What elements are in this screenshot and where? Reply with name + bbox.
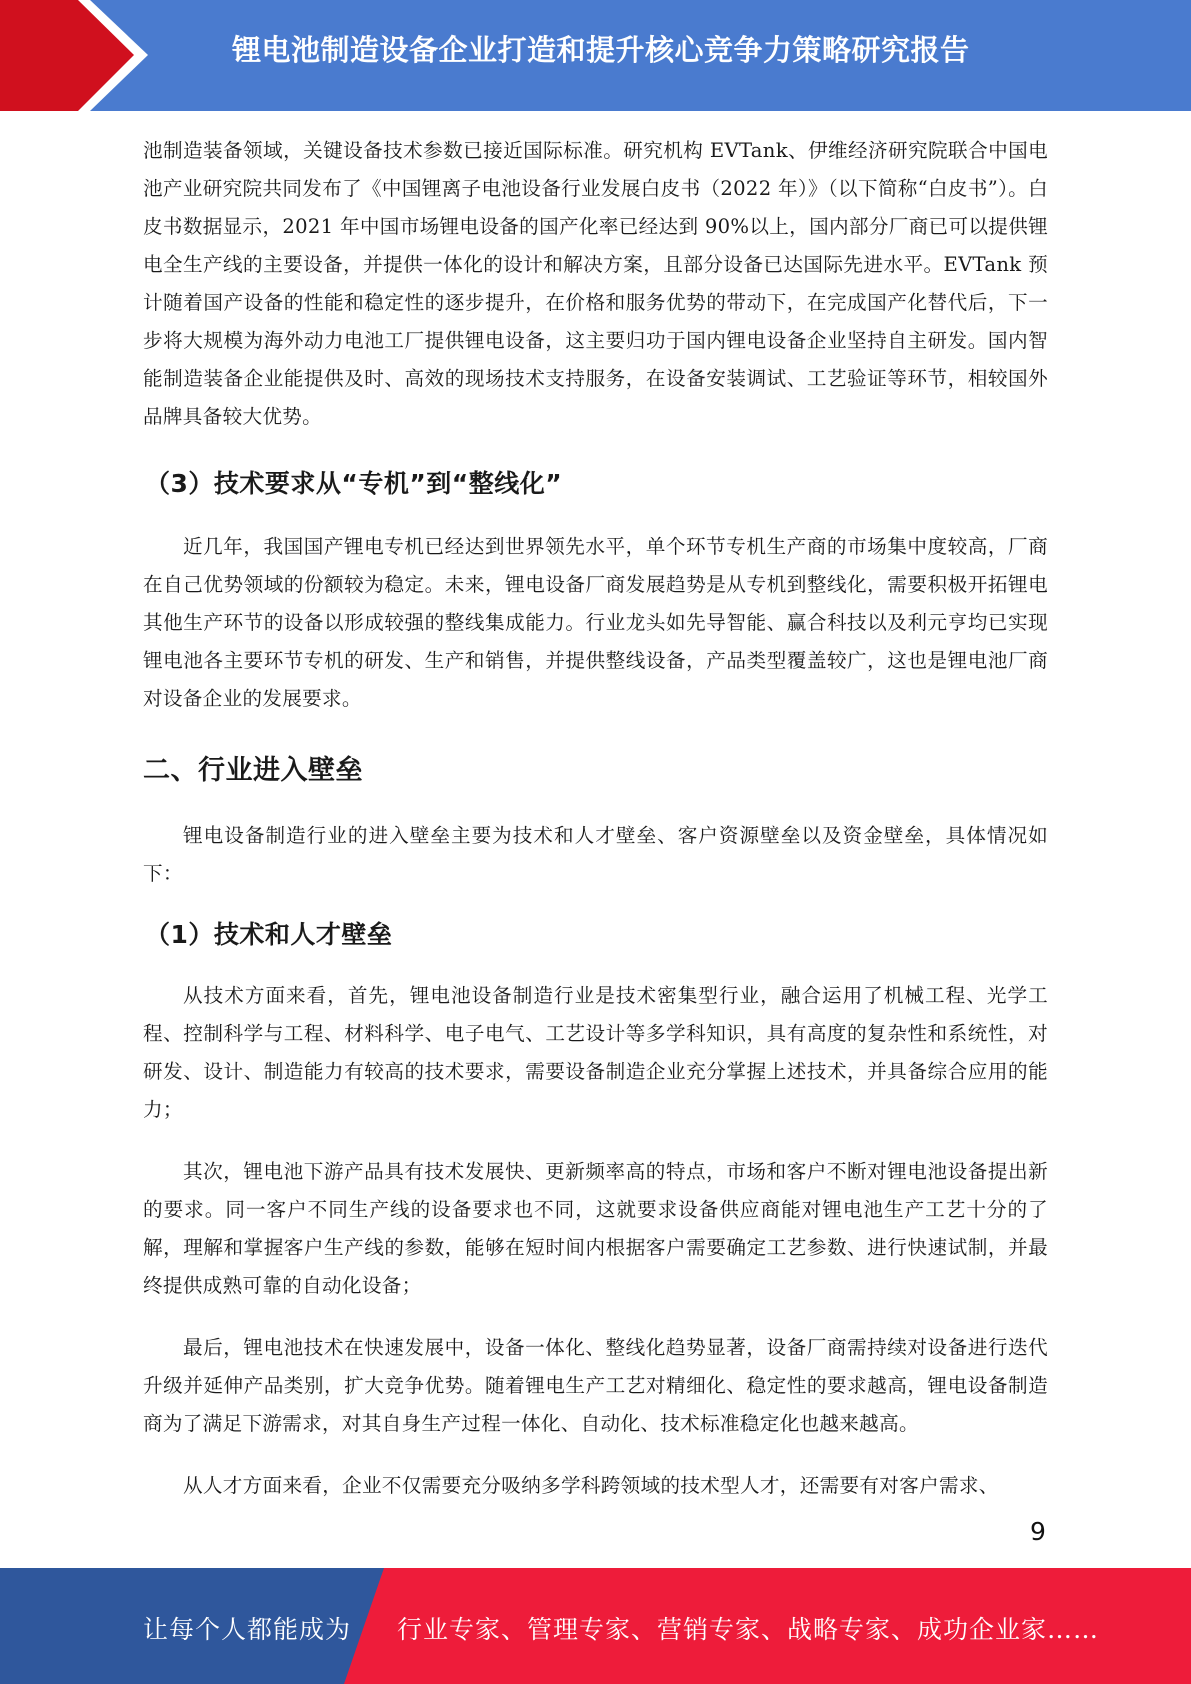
header-chevron-logo <box>0 0 160 111</box>
footer-slogan-right: 行业专家、管理专家、营销专家、战略专家、成功企业家…… <box>397 1615 1100 1644</box>
footer-banner <box>0 1568 1191 1684</box>
paragraph: 锂电设备制造行业的进入壁垒主要为技术和人才壁垒、客户资源壁垒以及资金壁垒，具体情况如下： <box>143 824 1048 885</box>
section-heading-3: （3）技术要求从“专机”到“整线化” <box>145 469 563 498</box>
document-body <box>143 132 1048 1505</box>
paragraph: 其次，锂电池下游产品具有技术发展快、更新频率高的特点，市场和客户不断对锂电池设备提出新的要求。同一客户不同生产线的设备要求也不同，这就要求设备供应商能对锂电池生产工艺十分的了解，理解和掌握客户生产线的参数，能够在短时间内根据客户需要确定工艺参数、进行快速试制，并最终提供成熟可靠的自动化设备； <box>143 1160 1048 1297</box>
report-title: 锂电池制造设备企业打造和提升核心竞争力策略研究报告 <box>232 33 970 67</box>
paragraph: 近几年，我国国产锂电专机已经达到世界领先水平，单个环节专机生产商的市场集中度较高，厂商在自己优势领域的份额较为稳定。未来，锂电设备厂商发展趋势是从专机到整线化，需要积极开拓锂电其他生产环节的设备以形成较强的整线集成能力。行业龙头如先导智能、赢合科技以及利元亨均已实现锂电池各主要环节专机的研发、生产和销售，并提供整线设备，产品类型覆盖较广，这也是锂电池厂商对设备企业的发展要求。 <box>143 535 1048 710</box>
page-number: 9 <box>1030 1517 1046 1546</box>
footer-slogan-left: 让每个人都能成为 <box>143 1615 352 1644</box>
paragraph: 从人才方面来看，企业不仅需要充分吸纳多学科跨领域的技术型人才，还需要有对客户需求、 <box>183 1474 999 1497</box>
section-heading-1: （1）技术和人才壁垒 <box>145 920 393 949</box>
paragraph: 最后，锂电池技术在快速发展中，设备一体化、整线化趋势显著，设备厂商需持续对设备进行迭代升级并延伸产品类别，扩大竞争优势。随着锂电生产工艺对精细化、稳定性的要求越高，锂电设备制造商为了满足下游需求，对其自身生产过程一体化、自动化、技术标准稳定化也越来越高。 <box>143 1336 1048 1435</box>
paragraph: 池制造装备领域，关键设备技术参数已接近国际标准。研究机构 EVTank、伊维经济研究院联合中国电池产业研究院共同发布了《中国锂离子电池设备行业发展白皮书（2022 年）》（以下简称“白皮书”）。白皮书数据显示，2021 年中国市场锂电设备的国产化率已经达到 90%以上，国内部分厂商已可以提供锂电全生产线的主要设备，并提供一体化的设计和解决方案，且部分设备已达国际先进水平。EVTank 预计随着国产设备的性能和稳定性的逐步提升，在价格和服务优势的带动下，在完成国产化替代后，下一步将大规模为海外动力电池工厂提供锂电设备，这主要归功于国内锂电设备企业坚持自主研发。国内智能制造装备企业能提供及时、高效的现场技术支持服务，在设备安装调试、工艺验证等环节，相较国外品牌具备较大优势。 <box>143 139 1048 428</box>
header-banner <box>0 0 1191 111</box>
chapter-heading: 二、行业进入壁垒 <box>143 755 363 786</box>
paragraph: 从技术方面来看，首先，锂电池设备制造行业是技术密集型行业，融合运用了机械工程、光学工程、控制科学与工程、材料科学、电子电气、工艺设计等多学科知识，具有高度的复杂性和系统性，对研发、设计、制造能力有较高的技术要求，需要设备制造企业充分掌握上述技术，并具备综合应用的能力； <box>143 984 1048 1121</box>
